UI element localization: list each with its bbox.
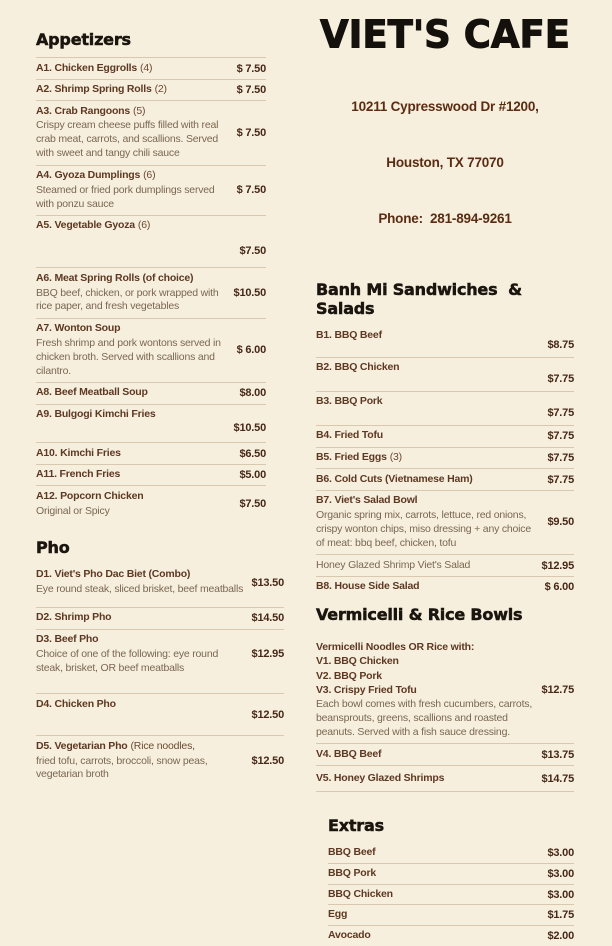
menu-item-a6 [36,267,266,317]
menu-item-b3 [316,391,574,425]
item-name: Egg [328,908,348,921]
item-price: $13.75 [541,748,574,761]
item-name: B4. Fried Tofu [316,429,384,442]
item-price: $10.50 [233,287,266,300]
section-banh-mi [316,280,574,597]
item-price: $ 7.50 [236,126,266,139]
item-name: A7. Wonton Soup [36,322,121,335]
item-name: BBQ Pork [328,866,376,879]
item-price: $7.50 [239,498,266,511]
item-price: $8.75 [547,339,574,352]
item-name: A10. Kimchi Fries [36,446,121,459]
item-price: $14.75 [541,772,574,785]
left-column [36,30,284,786]
section-appetizers [36,30,266,522]
menu-item-a1 [36,57,266,79]
item-name: Avocado [328,928,371,941]
item-price: $13.50 [251,576,284,589]
item-name: B8. House Side Salad [316,580,420,593]
extra-item-bbq-beef [328,843,574,863]
item-price: $2.00 [547,929,574,942]
item-price: $7.75 [547,407,574,420]
banh-mi-title: Banh Mi Sandwiches & Salads [316,279,528,318]
menu-item-a12 [36,485,266,522]
item-name: D2. Shrimp Pho [36,611,112,624]
item-name: A5. Vegetable Gyoza (6) [36,219,151,232]
item-name: BBQ Chicken [328,887,393,900]
item-name: D3. Beef Pho [36,633,99,645]
menu-item-v5 [316,765,574,793]
item-price: $6.50 [239,447,266,460]
item-name: B2. BBQ Chicken [316,361,400,374]
restaurant-title: VIET'S CAFE [319,12,571,57]
menu-item-a8 [36,382,266,404]
vermicelli-title: Vermicelli & Rice Bowls [316,605,523,625]
item-price: $ 7.50 [236,62,266,75]
item-description: Crispy cream cheese puffs filled with real crab meat, carrots, and scallions. Served with sweet and tangy chili sauce [36,119,219,160]
item-price: $10.50 [233,422,266,435]
menu-item-vermicelli-block [316,632,574,743]
menu-item-v2: V2. BBQ Pork [316,669,382,682]
item-price: $ 6.00 [236,344,266,357]
item-description: Organic spring mix, carrots, lettuce, red onions, crispy wonton chips, miso dressing + any choice of meat: bbq beef, chicken, tofu [316,508,531,549]
menu-item-a10 [36,442,266,464]
menu-item-a9 [36,404,266,443]
item-price: $12.95 [541,559,574,572]
item-price: $7.75 [547,452,574,465]
menu-item-d4 [36,693,284,735]
item-name: D5. Vegetarian Pho (Rice noodles, [36,739,195,752]
menu-item-v4 [316,743,574,765]
menu-item-a4 [36,165,266,215]
menu-item-b2 [316,357,574,391]
item-name: B6. Cold Cuts (Vietnamese Ham) [316,472,473,485]
address-line-2: Houston, TX 77070 [386,155,504,171]
item-name: V4. BBQ Beef [316,747,382,760]
item-description: Eye round steak, sliced brisket, beef meatballs [36,583,244,595]
item-price: $1.75 [547,909,574,922]
pho-title: Pho [36,537,70,557]
item-description: Original or Spicy [36,504,110,517]
menu-item-b6 [316,468,574,490]
extra-item-egg [328,904,574,925]
item-description: BBQ beef, chicken, or pork wrapped with rice paper, and fresh vegetables [36,286,219,313]
menu-item-v3: V3. Crispy Fried Tofu [316,683,417,696]
menu-item-a5 [36,215,266,268]
extras-title: Extras [328,816,384,836]
section-pho [36,538,284,786]
extra-item-bbq-pork [328,863,574,884]
item-name: B7. Viet's Salad Bowl [316,494,418,507]
menu-item-v1: V1. BBQ Chicken [316,655,399,668]
item-price: $ 6.00 [544,581,574,594]
item-name: A3. Crab Rangoons (5) [36,104,146,117]
item-name: B1. BBQ Beef [316,329,382,342]
item-name: V5. Honey Glazed Shrimps [316,771,445,784]
menu-item-d5 [36,735,284,785]
appetizers-title: Appetizers [36,30,131,49]
item-price: $5.00 [239,469,266,482]
menu-item-a7 [36,318,266,382]
item-name: B5. Fried Eggs (3) [316,451,402,464]
extra-item-bbq-chicken [328,884,574,905]
item-name: A1. Chicken Eggrolls (4) [36,61,153,74]
item-price: $12.75 [541,683,574,696]
item-name: A9. Bulgogi Kimchi Fries [36,408,156,421]
item-name: A11. French Fries [36,468,121,481]
item-price: $7.50 [239,245,266,258]
item-price: $3.00 [547,888,574,901]
item-description: Steamed or fried pork dumplings served with ponzu sauce [36,183,215,210]
section-vermicelli [316,605,574,792]
menu-item-a2 [36,79,266,101]
section-extras [316,816,574,945]
menu-item-a3 [36,100,266,164]
right-column [316,12,574,946]
item-name: A8. Beef Meatball Soup [36,386,148,399]
menu-item-honey-glazed-shrimp-salad [316,554,574,576]
menu-item-b7 [316,490,574,554]
item-price: $8.00 [239,387,266,400]
menu-item-b5 [316,447,574,469]
item-name: A12. Popcorn Chicken [36,489,144,502]
item-name: A4. Gyoza Dumplings (6) [36,169,156,181]
item-description: Choice of one of the following: eye round steak, brisket, OR beef meatballs [36,647,219,674]
item-price: $3.00 [547,847,574,860]
item-price: $ 7.50 [236,84,266,97]
item-description: fried tofu, carrots, broccoli, snow peas, vegetarian broth [36,754,208,781]
item-price: $7.75 [547,373,574,386]
item-price: $9.50 [547,516,574,529]
item-price: $12.50 [251,708,284,721]
restaurant-address [316,61,574,266]
item-price: $14.50 [251,612,284,625]
item-price: $ 7.50 [236,184,266,197]
item-name: D4. Chicken Pho [36,697,116,710]
address-line-1: 10211 Cypresswood Dr #1200, [351,99,539,115]
item-name: Honey Glazed Shrimp Viet's Salad [316,558,471,571]
extra-item-avocado [328,925,574,946]
menu-item-b1 [316,326,574,357]
item-price: $7.75 [547,473,574,486]
menu-item-d2 [36,607,284,629]
item-name: A6. Meat Spring Rolls (of choice) [36,271,194,284]
item-name: BBQ Beef [328,846,376,859]
item-price: $7.75 [547,430,574,443]
item-name: B3. BBQ Pork [316,395,383,408]
item-description: Fresh shrimp and pork wontons served in chicken broth. Served with scallions and cilantro. [36,336,221,377]
item-description: Each bowl comes with fresh cucumbers, carrots, beansprouts, greens, scallions and roasted peanuts. Served with a fish sauce dressing. [316,697,533,738]
item-price: $3.00 [547,867,574,880]
item-name: A2. Shrimp Spring Rolls (2) [36,83,167,96]
phone-line: Phone: 281-894-9261 [378,211,512,226]
item-price: $12.95 [251,648,284,661]
menu-item-b4 [316,425,574,447]
vermicelli-intro: Vermicelli Noodles OR Rice with: [316,641,475,654]
item-name: D1. Viet's Pho Dac Biet (Combo) [36,568,191,581]
menu-item-b8 [316,576,574,598]
menu-item-d1 [36,565,284,607]
menu-item-d3 [36,629,284,694]
item-price: $12.50 [251,755,284,768]
menu-item-a11 [36,464,266,486]
